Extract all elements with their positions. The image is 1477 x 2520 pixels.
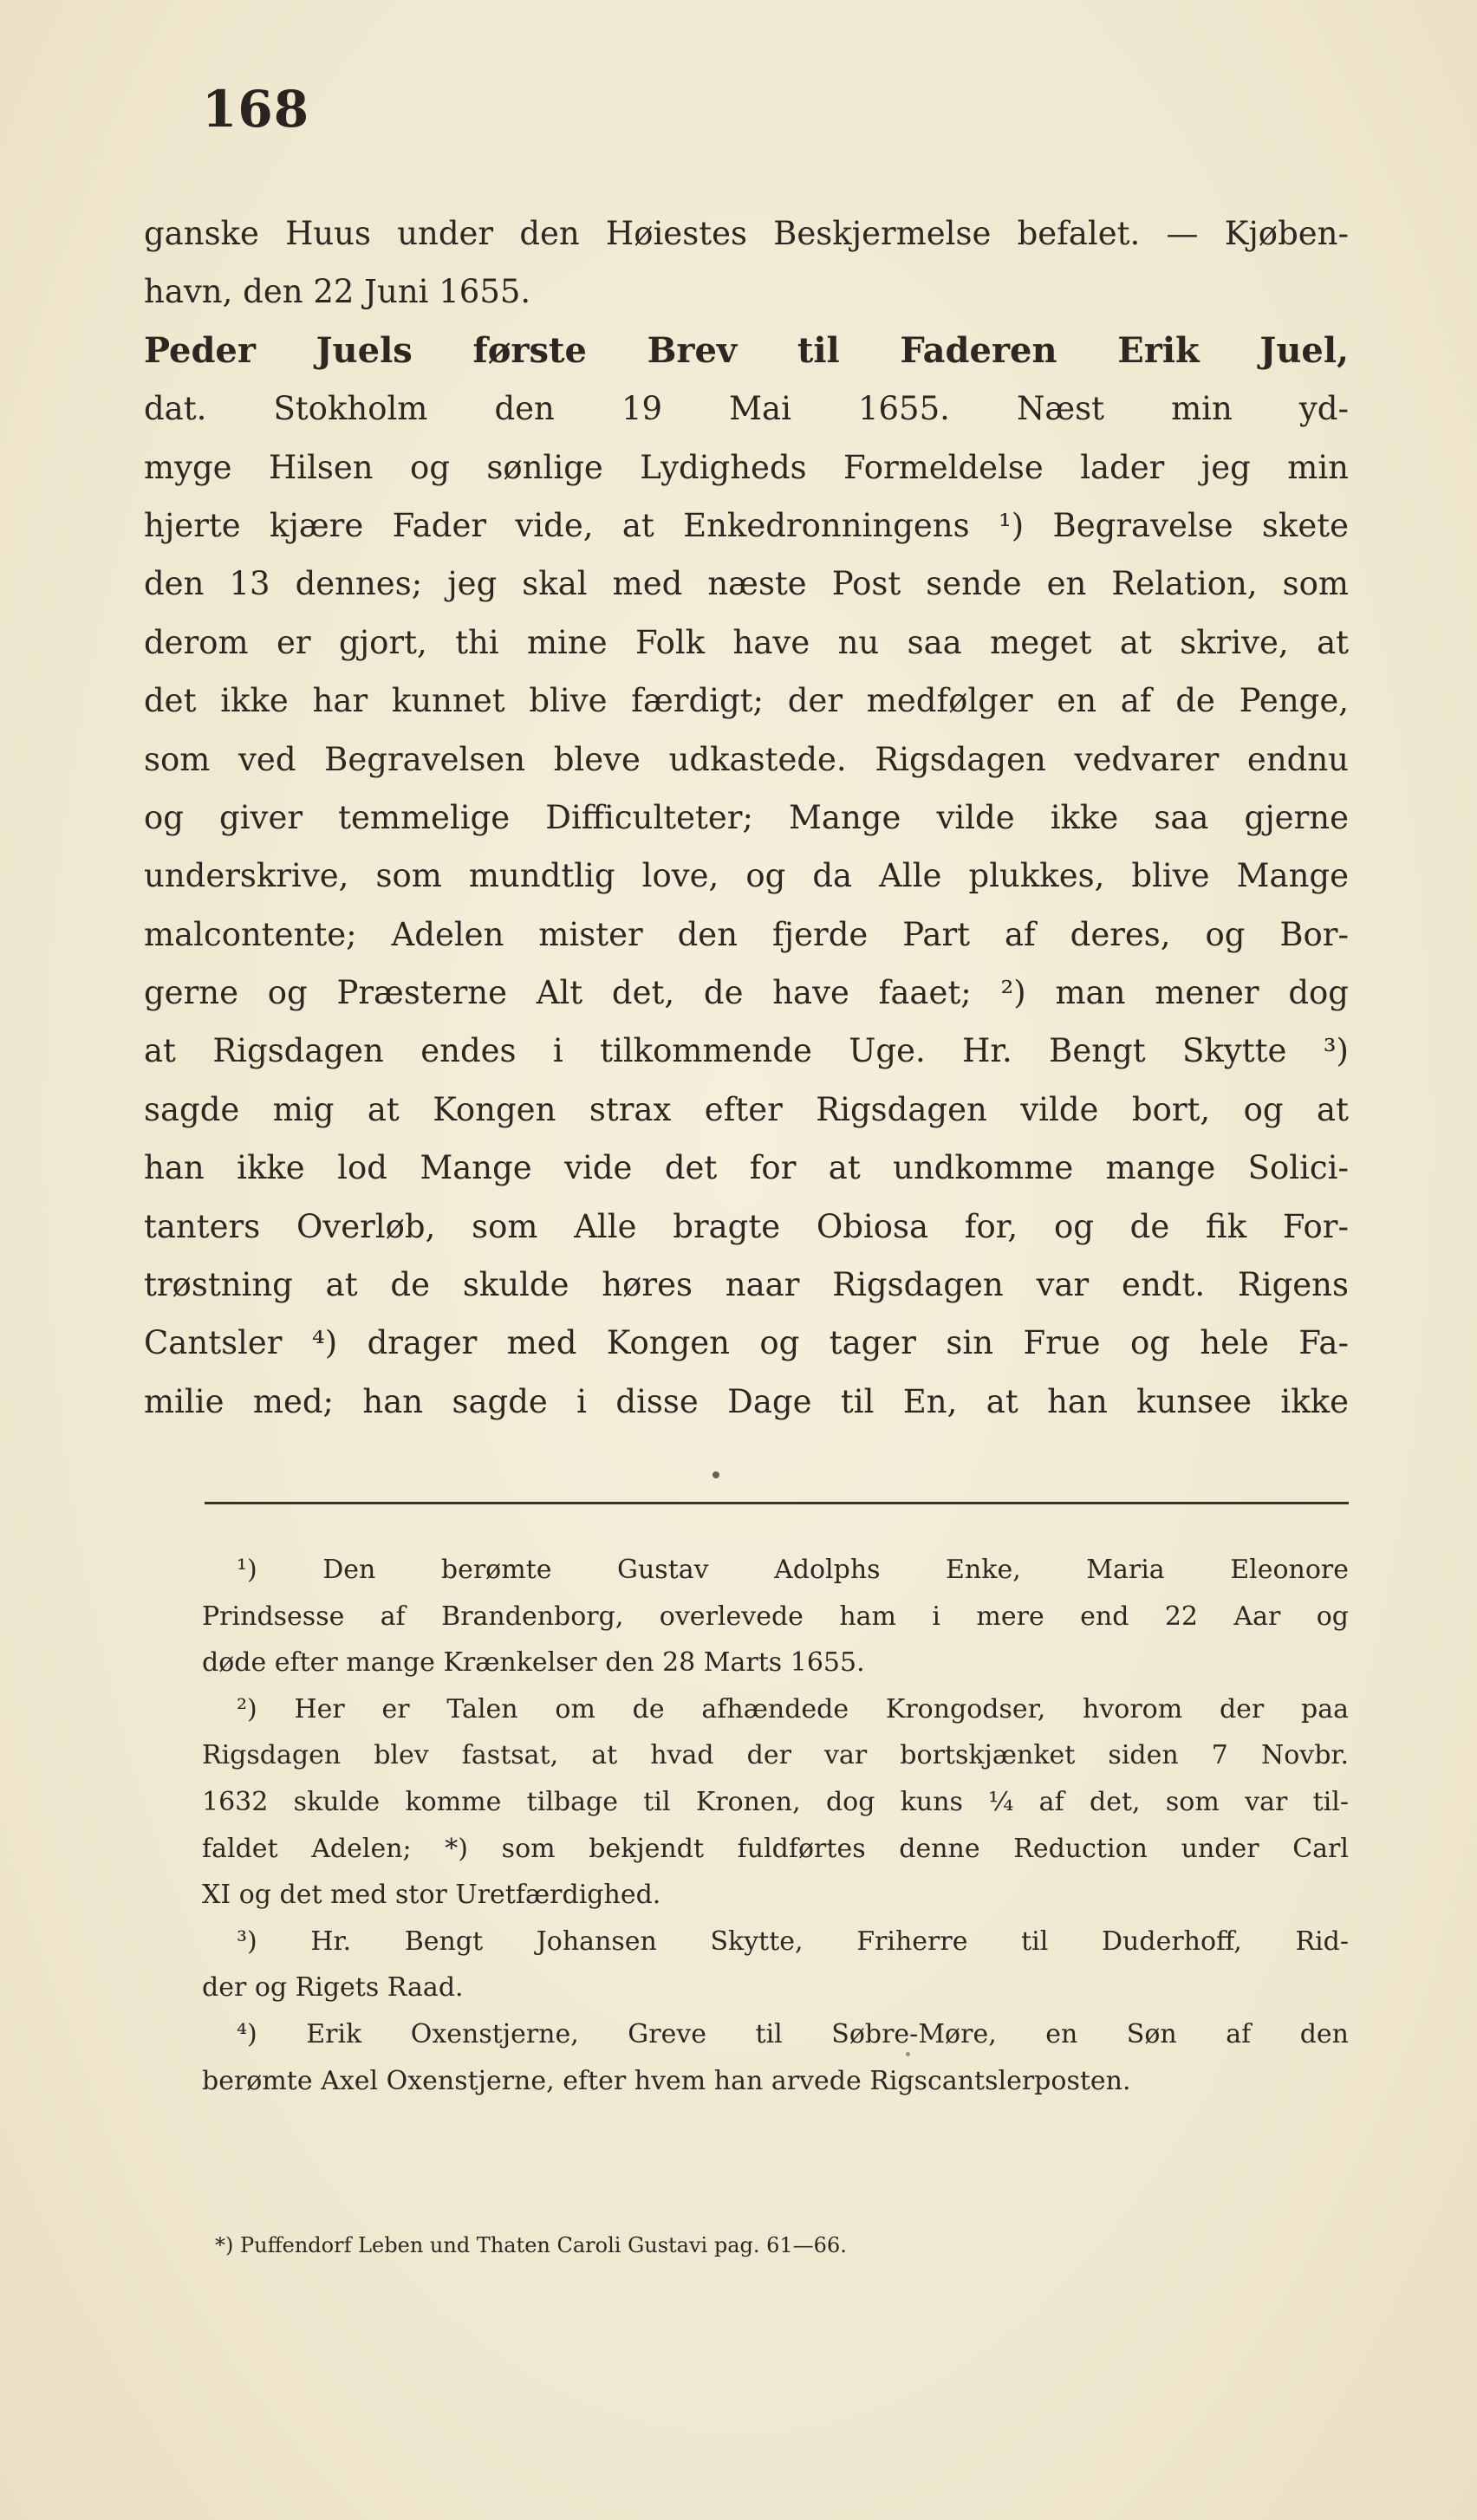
footnote-line: ¹) Den berømte Gustav Adolphs Enke, Maria Eleonore [237,1555,1349,1585]
footnotes [202,1547,1349,2104]
footnote-line: berømte Axel Oxenstjerne, efter hvem han arvede Rigscantslerposten. [202,2065,1131,2096]
text-line: ganske Huus under den Høiestes Beskjermelse befalet. — Kjøben- [144,215,1349,252]
text-line: som ved Begravelsen bleve udkastede. Rigsdagen vedvarer endnu [144,740,1349,778]
text-line: underskrive, som mundtlig love, og da Alle plukkes, blive Mange [144,857,1349,895]
footnote-line: XI og det med stor Uretfærdighed. [202,1880,661,1911]
footnote-line: ²) Her er Talen om de afhændede Krongodser, hvorom der paa [237,1693,1349,1724]
text-line: det ikke har kunnet blive færdigt; der medfølger en af de Penge, [144,682,1349,720]
text-line: at Rigsdagen endes i tilkommende Uge. Hr. Bengt Skytte ³) [144,1032,1349,1070]
footnote-divider [205,1502,1349,1504]
text-line: myge Hilsen og sønlige Lydigheds Formeldelse lader jeg min [144,448,1349,486]
sub-footnote: *) Puffendorf Leben und Thaten Caroli Gustavi pag. 61—66. [215,2233,847,2257]
footnote-line: der og Rigets Raad. [202,1972,464,2004]
footnote-line: ³) Hr. Bengt Johansen Skytte, Friherre til Duderhoff, Rid- [237,1926,1349,1957]
text-line: sagde mig at Kongen strax efter Rigsdagen vilde bort, og at [144,1090,1349,1128]
text-line: derom er gjort, thi mine Folk have nu saa meget at skrive, at [144,623,1349,661]
text-line: tanters Overløb, som Alle bragte Obiosa for, og de fik For- [144,1207,1349,1245]
text-line: dat. Stokholm den 19 Mai 1655. Næst min yd- [144,390,1349,428]
text-line: den 13 dennes; jeg skal med næste Post sende en Relation, som [144,565,1349,603]
print-speck [906,2052,910,2056]
text-line: og giver temmelige Difficulteter; Mange vilde ikke saa gjerne [144,798,1349,836]
footnote-line: 1632 skulde komme tilbage til Kronen, dog kuns ¼ af det, som var til- [202,1786,1349,1817]
letter-heading: Peder Juels første Brev til Faderen Erik Juel, [144,329,1349,371]
text-line: havn, den 22 Juni 1655. [144,273,531,311]
footnote-line: døde efter mange Krænkelser den 28 Marts 1655. [202,1647,865,1679]
text-line: trøstning at de skulde høres naar Rigsdagen var endt. Rigens [144,1266,1349,1304]
divider-dot [712,1471,719,1478]
footnote-line: faldet Adelen; *) som bekjendt fuldførtes denne Reduction under Carl [202,1833,1349,1864]
text-line: han ikke lod Mange vide det for at undkomme mange Solici- [144,1149,1349,1187]
footnote-line: Rigsdagen blev fastsat, at hvad der var bortskjænket siden 7 Novbr. [202,1740,1349,1771]
text-line: malcontente; Adelen mister den fjerde Part af deres, og Bor- [144,915,1349,953]
page-number: 168 [202,80,310,139]
text-line: gerne og Præsterne Alt det, de have faaet; ²) man mener dog [144,974,1349,1012]
footnote-line: ⁴) Erik Oxenstjerne, Greve til Søbre-Møre, en Søn af den [237,2018,1349,2049]
main-text [144,205,1349,1431]
text-line: milie med; han sagde i disse Dage til En, at han kunsee ikke [144,1382,1349,1420]
text-line: hjerte kjære Fader vide, at Enkedronningens ¹) Begravelse skete [144,506,1349,544]
text-line: Cantsler ⁴) drager med Kongen og tager sin Frue og hele Fa- [144,1324,1349,1362]
footnote-line: Prindsesse af Brandenborg, overlevede ham i mere end 22 Aar og [202,1601,1349,1632]
